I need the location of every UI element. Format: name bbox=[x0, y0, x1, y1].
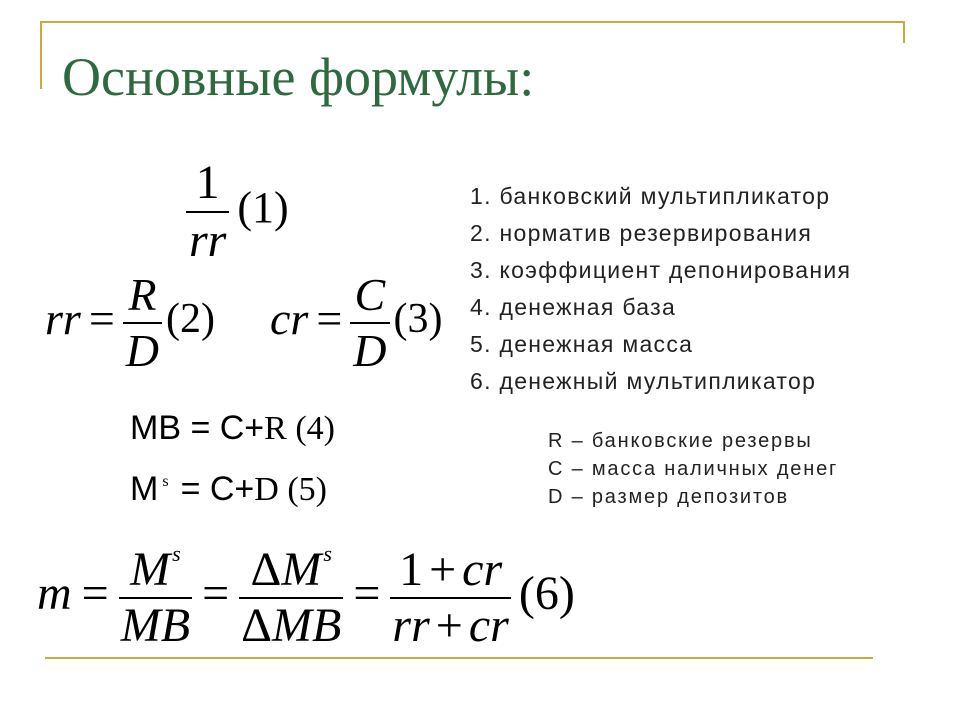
equation-number: (1) bbox=[237, 183, 289, 232]
fraction-denominator: D bbox=[125, 325, 159, 376]
legend-item: 5. денежная масса bbox=[470, 331, 694, 357]
legend-item: 1. банковский мультипликатор bbox=[470, 183, 831, 209]
formula-lhs: rr bbox=[45, 292, 81, 344]
formula-4-tail: R (4) bbox=[264, 410, 335, 447]
fraction-numerator bbox=[397, 543, 504, 597]
equals-sign: = bbox=[316, 292, 343, 344]
formula-2 bbox=[45, 268, 215, 378]
variable: cr bbox=[468, 599, 509, 652]
formula-4 bbox=[130, 408, 335, 449]
fraction bbox=[239, 543, 343, 653]
fraction-numerator bbox=[249, 543, 334, 597]
fraction-denominator bbox=[390, 599, 510, 653]
equals-sign: = bbox=[202, 566, 230, 620]
fraction bbox=[123, 268, 162, 378]
formula-3 bbox=[270, 268, 443, 378]
plus-sign: + bbox=[429, 543, 457, 596]
variable: M bbox=[130, 543, 171, 596]
legend-item: 2. норматив резервирования bbox=[470, 220, 813, 246]
accent-rule-bottom bbox=[45, 657, 873, 659]
legend-item: 4. денежная база bbox=[470, 294, 677, 320]
formula-4-head: MB = C+ bbox=[130, 409, 265, 447]
fraction-numerator: 1 bbox=[195, 156, 220, 209]
variable: cr bbox=[462, 543, 503, 596]
equals-sign: = bbox=[353, 566, 381, 620]
fraction-denominator: D bbox=[353, 325, 387, 376]
plus-sign: + bbox=[435, 599, 463, 652]
superscript: s bbox=[172, 541, 181, 566]
fraction bbox=[119, 543, 192, 653]
fraction-numerator: R bbox=[128, 269, 157, 320]
variable: MB bbox=[272, 599, 342, 652]
fraction bbox=[350, 268, 389, 378]
fraction-denominator bbox=[239, 599, 343, 653]
fraction-numerator: C bbox=[354, 269, 386, 320]
equals-sign: = bbox=[81, 566, 109, 620]
notation-item: C – масса наличных денег bbox=[548, 458, 839, 480]
fraction-denominator: MB bbox=[120, 599, 191, 652]
formula-5-base: M bbox=[130, 470, 159, 508]
equation-number: (3) bbox=[393, 296, 443, 342]
formula-5-tail: D (5) bbox=[254, 471, 327, 508]
equation-number: (6) bbox=[518, 566, 575, 620]
numeral: 1 bbox=[399, 543, 424, 596]
legend-item: 3. коэффициент депонирования bbox=[470, 257, 852, 283]
delta-symbol: Δ bbox=[250, 543, 282, 596]
formula-6 bbox=[37, 543, 575, 653]
fraction bbox=[390, 543, 510, 653]
variable: rr bbox=[392, 599, 430, 652]
accent-rule-right bbox=[903, 21, 905, 43]
formula-lhs: m bbox=[37, 566, 72, 620]
slide-title: Основные формулы: bbox=[62, 47, 535, 107]
legend-item: 6. денежный мультипликатор bbox=[470, 368, 817, 394]
accent-rule-left bbox=[40, 21, 42, 89]
notation-list bbox=[548, 427, 838, 511]
fraction bbox=[186, 155, 229, 269]
notation-item: R – банковские резервы bbox=[548, 430, 813, 452]
delta-symbol: Δ bbox=[241, 599, 273, 652]
accent-rule-top bbox=[40, 21, 905, 23]
superscript: s bbox=[323, 541, 332, 566]
formula-lhs: cr bbox=[270, 292, 309, 344]
formula-5-mid: = C+ bbox=[180, 470, 255, 508]
variable: M bbox=[281, 543, 322, 596]
formula-legend-list bbox=[470, 178, 851, 400]
fraction-denominator: rr bbox=[189, 214, 227, 267]
fraction-numerator bbox=[128, 543, 183, 597]
equation-number: (2) bbox=[166, 296, 215, 342]
formula-5 bbox=[130, 469, 327, 510]
formula-1 bbox=[186, 155, 289, 269]
notation-item: D – размер депозитов bbox=[548, 486, 789, 508]
equals-sign: = bbox=[88, 292, 115, 344]
formula-5-superscript: s bbox=[162, 473, 169, 490]
